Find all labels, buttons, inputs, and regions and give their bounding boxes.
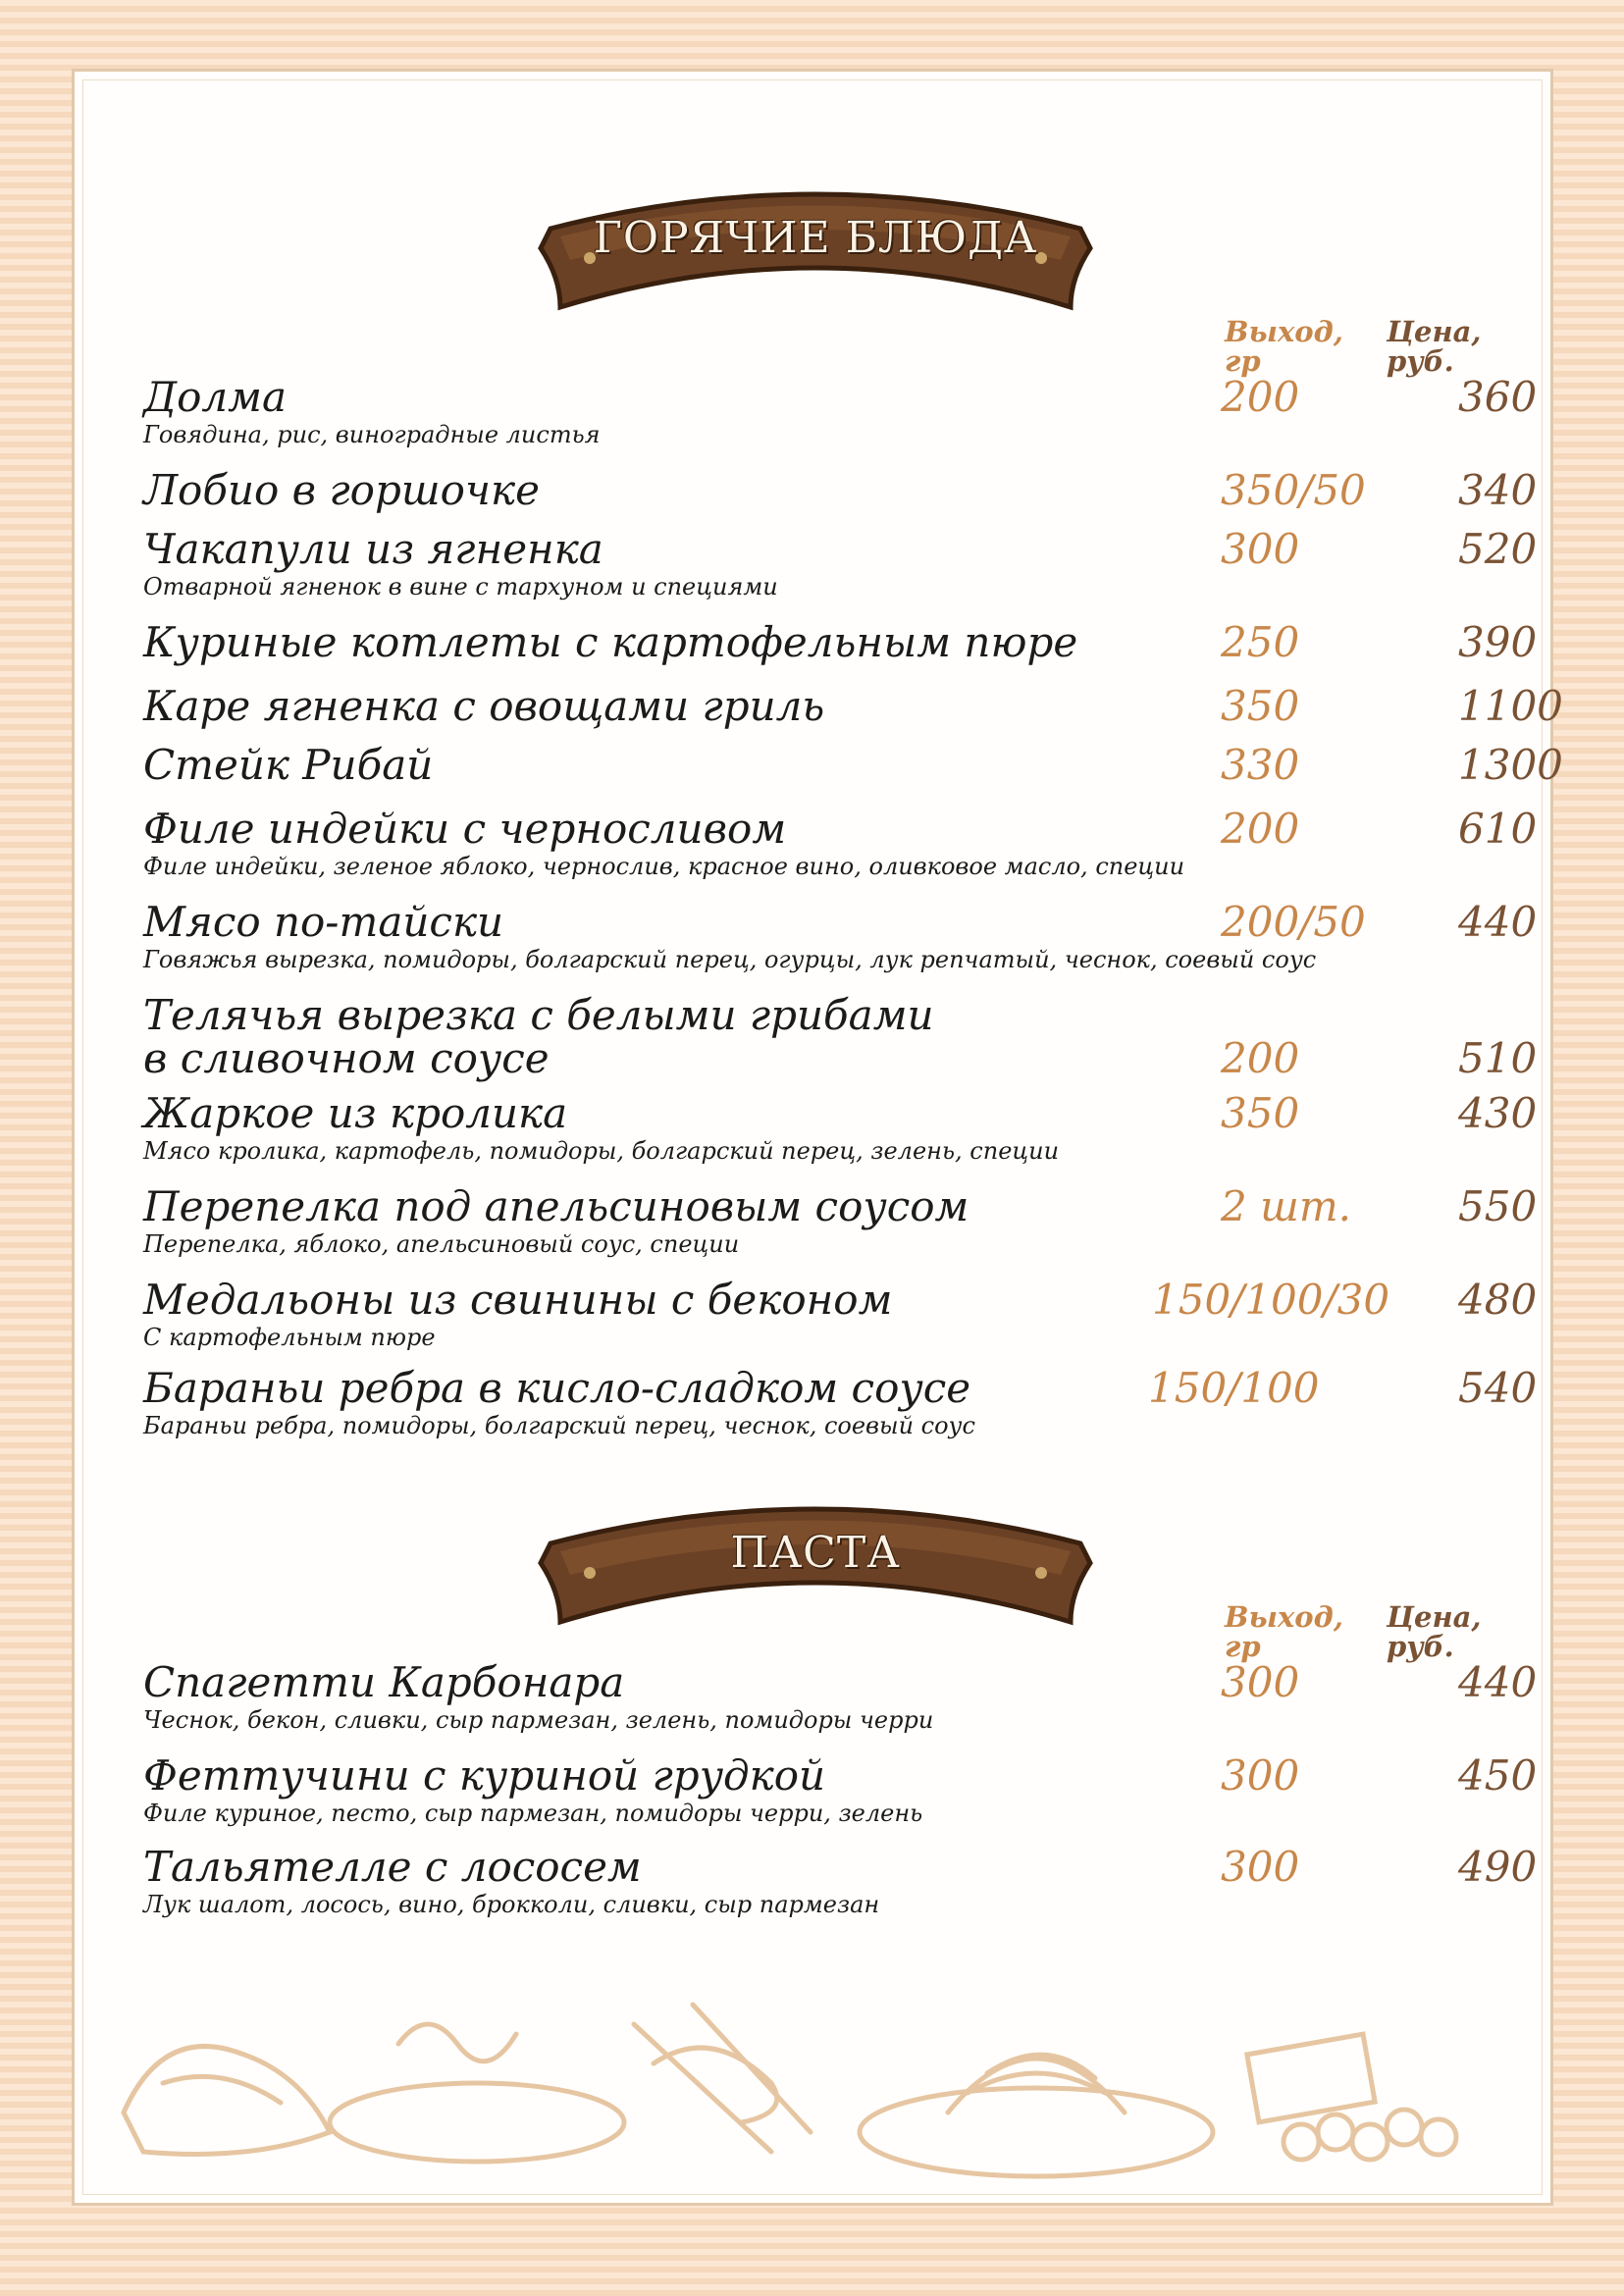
dish-name: Медальоны из свинины с беконом xyxy=(143,1276,893,1324)
dish-portion: 330 xyxy=(1221,741,1300,789)
dish-description: Мясо кролика, картофель, помидоры, болгарский перец, зелень, специи xyxy=(143,1137,1060,1165)
dish-description: С картофельным пюре xyxy=(143,1324,436,1351)
dish-portion: 2 шт. xyxy=(1221,1182,1352,1230)
dish-portion: 200 xyxy=(1221,373,1300,421)
dish-portion: 300 xyxy=(1221,1843,1300,1891)
dish-name: Мясо по-тайски xyxy=(143,898,504,946)
dish-name: Феттучини с куриной грудкой xyxy=(143,1751,826,1800)
dish-price: 490 xyxy=(1458,1843,1538,1891)
section-banner-pasta xyxy=(521,1485,1110,1632)
dish-description: Лук шалот, лосось, вино, брокколи, сливки, сыр пармезан xyxy=(143,1891,880,1918)
dish-name: Перепелка под апельсиновым соусом xyxy=(143,1182,969,1230)
dish-description: Говядина, рис, виноградные листья xyxy=(143,421,601,448)
portion-header: Выход, гр xyxy=(1225,1600,1343,1663)
dish-description: Отварной ягненок в вине с тархуном и специями xyxy=(143,573,778,600)
dish-description: Говяжья вырезка, помидоры, болгарский перец, огурцы, лук репчатый, чеснок, соевый соус xyxy=(143,946,1317,973)
dish-name: Чакапули из ягненка xyxy=(143,525,603,573)
dish-portion: 300 xyxy=(1221,1751,1300,1800)
dish-name: Филе индейки с черносливом xyxy=(143,805,787,853)
dish-portion: 150/100/30 xyxy=(1152,1276,1390,1324)
dish-price: 450 xyxy=(1458,1751,1538,1800)
dish-name: Каре ягненка с овощами гриль xyxy=(143,682,825,730)
section-title: ПАСТА xyxy=(730,1528,901,1578)
dish-description: Филе куриное, песто, сыр пармезан, помидоры черри, зелень xyxy=(143,1800,923,1827)
section-banner-hot-dishes xyxy=(521,170,1110,317)
dish-price: 390 xyxy=(1458,618,1538,666)
dish-price: 480 xyxy=(1458,1276,1538,1324)
dish-description: Бараньи ребра, помидоры, болгарский перец, чеснок, соевый соус xyxy=(143,1412,975,1439)
dish-price: 520 xyxy=(1458,525,1538,573)
price-header: Цена, руб. xyxy=(1387,1600,1482,1663)
dish-portion: 150/100 xyxy=(1148,1364,1320,1412)
dish-portion: 200/50 xyxy=(1221,898,1366,946)
menu-page xyxy=(72,69,1563,2206)
dish-price: 510 xyxy=(1458,1034,1538,1082)
dish-portion: 300 xyxy=(1221,525,1300,573)
dish-name: Тальятелле с лососем xyxy=(143,1843,642,1891)
dish-portion: 300 xyxy=(1221,1658,1300,1706)
dish-name: Долма xyxy=(143,373,288,421)
dish-price: 540 xyxy=(1458,1364,1538,1412)
dish-price: 550 xyxy=(1458,1182,1538,1230)
dish-portion: 350 xyxy=(1221,682,1300,730)
dish-price: 1300 xyxy=(1458,741,1563,789)
dish-portion: 250 xyxy=(1221,618,1300,666)
dish-price: 610 xyxy=(1458,805,1538,853)
dish-name: Спагетти Карбонара xyxy=(143,1658,625,1706)
dish-price: 1100 xyxy=(1458,682,1563,730)
dish-price: 340 xyxy=(1458,466,1538,514)
dish-portion: 200 xyxy=(1221,805,1300,853)
dish-name: Стейк Рибай xyxy=(143,741,434,789)
price-header: Цена, руб. xyxy=(1387,315,1482,378)
dish-price: 440 xyxy=(1458,898,1538,946)
dish-description: Филе индейки, зеленое яблоко, чернослив, красное вино, оливковое масло, специи xyxy=(143,853,1185,880)
dish-price: 430 xyxy=(1458,1089,1538,1137)
dish-price: 360 xyxy=(1458,373,1538,421)
dish-name: Куриные котлеты с картофельным пюре xyxy=(143,618,1078,666)
dish-name: Телячья вырезка с белыми грибами в сливочном соусе xyxy=(143,991,934,1082)
section-title: ГОРЯЧИЕ БЛЮДА xyxy=(593,213,1038,263)
dish-name: Лобио в горшочке xyxy=(143,466,540,514)
dish-portion: 350/50 xyxy=(1221,466,1366,514)
dish-portion: 200 xyxy=(1221,1034,1300,1082)
dish-description: Перепелка, яблоко, апельсиновый соус, специи xyxy=(143,1230,740,1258)
portion-header: Выход, гр xyxy=(1225,315,1343,378)
dish-name: Жаркое из кролика xyxy=(143,1089,568,1137)
dish-price: 440 xyxy=(1458,1658,1538,1706)
dish-name: Бараньи ребра в кисло-сладком соусе xyxy=(143,1364,971,1412)
dish-portion: 350 xyxy=(1221,1089,1300,1137)
dish-description: Чеснок, бекон, сливки, сыр пармезан, зелень, помидоры черри xyxy=(143,1706,934,1734)
food-sketch-illustration xyxy=(104,1965,1527,2181)
